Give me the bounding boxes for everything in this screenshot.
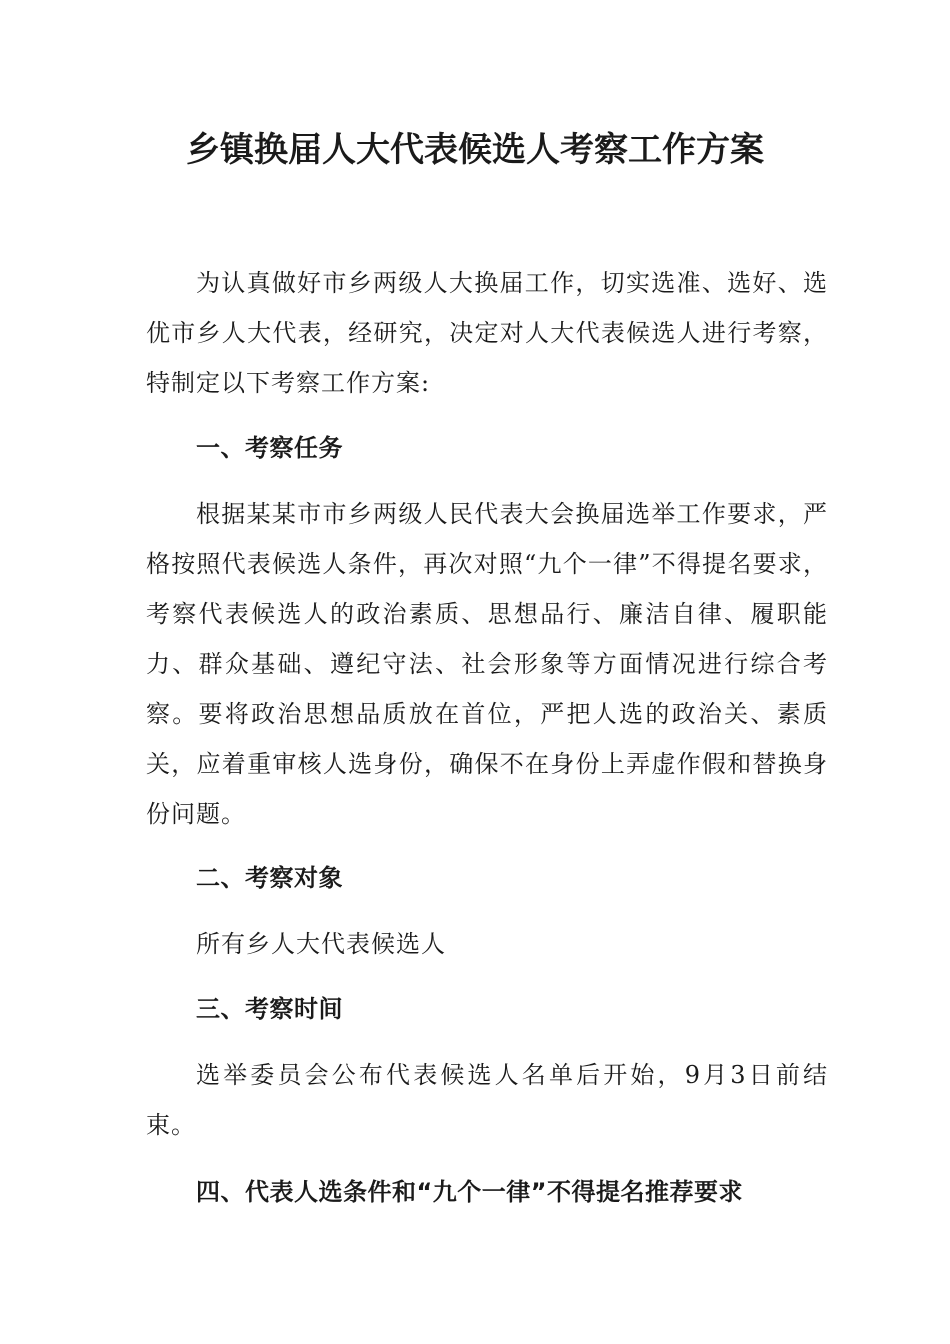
section-heading-target: 二、考察对象 — [196, 864, 343, 892]
section-body-target: 所有乡人大代表候选人 — [196, 930, 446, 958]
intro-paragraph: 为认真做好市乡两级人大换届工作，切实选准、选好、选优市乡人大代表，经研究，决定对人大代表候选人进行考察，特制定以下考察工作方案: — [146, 269, 828, 397]
document-title: 乡镇换届人大代表候选人考察工作方案 — [186, 130, 764, 170]
section-heading-task: 一、考察任务 — [196, 434, 343, 462]
section-body-time: 选举委员会公布代表候选人名单后开始，9月3日前结束。 — [146, 1061, 828, 1139]
section-body-task: 根据某某市市乡两级人民代表大会换届选举工作要求，严格按照代表候选人条件，再次对照“九个一律”不得提名要求，考察代表候选人的政治素质、思想品行、廉洁自律、履职能力、群众基础、遵纪守法、社会形象等方面情况进行综合考察。要将政治思想品质放在首位，严把人选的政治关、素质关，应着重审核人选身份，确保不在身份上弄虚作假和替换身份问题。 — [146, 500, 828, 828]
section-heading-time: 三、考察时间 — [196, 995, 343, 1023]
section-heading-conditions: 四、代表人选条件和“九个一律”不得提名推荐要求 — [196, 1178, 744, 1206]
